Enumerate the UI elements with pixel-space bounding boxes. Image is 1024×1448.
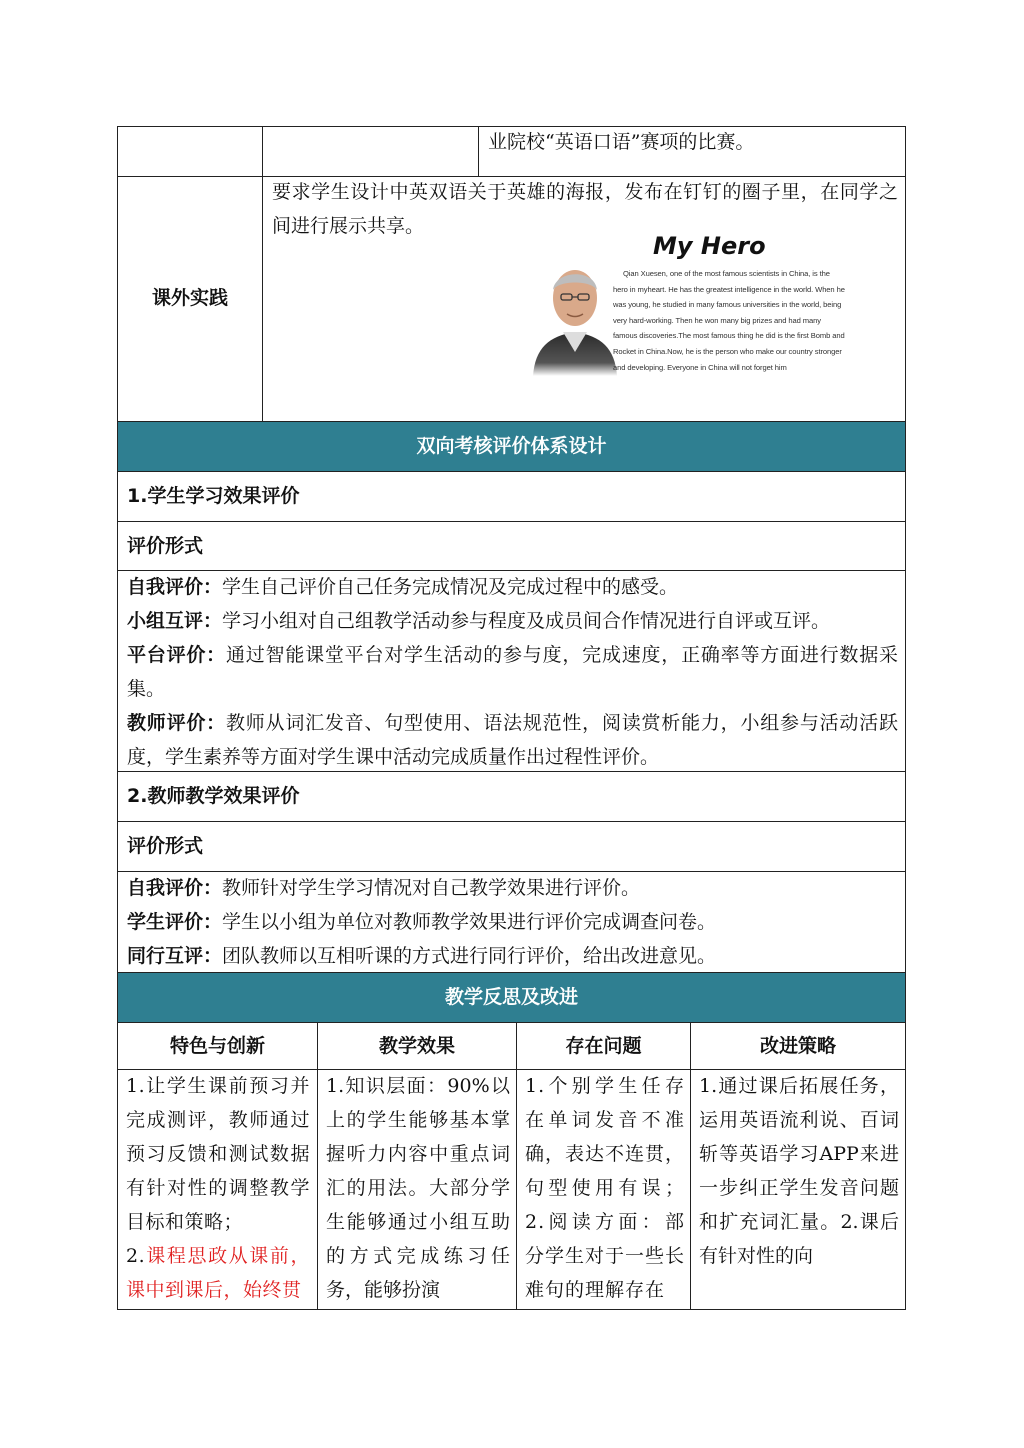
competition-text: 业院校“英语口语”赛项的比赛。 xyxy=(488,131,755,153)
table-border-bottom xyxy=(117,1309,906,1310)
divider xyxy=(117,821,906,822)
effects-cell: 1.知识层面：90%以上的学生能够基本掌握听力内容中重点词汇的用法。大部分学生能够通过小组互助的方式完成练习任务，能够扮演 xyxy=(326,1075,510,1301)
student-eval-title: 1.学生学习效果评价 xyxy=(127,485,300,507)
student-form-label: 评价形式 xyxy=(127,535,204,557)
list-item: 平台评价：通过智能课堂平台对学生活动的参与度，完成速度，正确率等方面进行数据采集。 xyxy=(127,644,898,700)
divider xyxy=(262,126,263,421)
column-header-effects: 教学效果 xyxy=(378,1035,455,1057)
practice-label: 课外实践 xyxy=(151,287,228,309)
list-item: 自我评价：学生自己评价自己任务完成情况及完成过程中的感受。 xyxy=(127,576,679,598)
features-cell: 1.让学生课前预习并完成测评，教师通过预习反馈和测试数据有针对性的调整教学目标和策略； 2.课程思政从课前，课中到课后，始终贯 xyxy=(126,1075,310,1301)
portrait-image xyxy=(529,256,621,376)
list-item: 学生评价：学生以小组为单位对教师教学效果进行评价完成调查问卷。 xyxy=(127,911,717,933)
divider xyxy=(117,521,906,522)
list-item: 同行互评：团队教师以互相听课的方式进行同行评价，给出改进意见。 xyxy=(127,945,717,967)
problems-cell: 1.个别学生任存在单词发音不准确，表达不连贯，句型使用有误；2.阅读方面：部分学生对于一些长难句的理解存在 xyxy=(525,1075,685,1301)
poster xyxy=(525,230,845,390)
list-item: 教师评价：教师从词汇发音、句型使用、语法规范性，阅读赏析能力，小组参与活动活跃度，学生素养等方面对学生课中活动完成质量作出过程性评价。 xyxy=(127,712,898,768)
divider xyxy=(478,126,479,177)
teacher-eval-title: 2.教师教学效果评价 xyxy=(127,785,300,807)
list-item: 自我评价：教师针对学生学习情况对自己教学效果进行评价。 xyxy=(127,877,641,899)
column-header-problems: 存在问题 xyxy=(565,1035,642,1057)
column-header-strategies: 改进策略 xyxy=(759,1035,836,1057)
column-header-features: 特色与创新 xyxy=(169,1035,265,1057)
reflection-header: 教学反思及改进 xyxy=(118,973,905,1022)
strategies-cell: 1.通过课后拓展任务，运用英语流利说、百词斩等英语学习APP来进一步纠正学生发音问题和扩充词汇量。2.课后有针对性的向 xyxy=(699,1075,899,1267)
student-eval-list xyxy=(127,570,898,774)
list-item: 小组互评：学习小组对自己组教学活动参与程度及成员间合作情况进行自评或互评。 xyxy=(127,610,831,632)
table-border-right xyxy=(905,126,906,1310)
poster-body: Qian Xuesen, one of the most famous scientists in China, is the hero in myheart. He has the greatest intelligence in the world. When he was young, he studied in many famous universities in the world, being very hard-working. Then he won many big prizes and had many famous discoveries.The most famous thing he did is the first Bomb and Rocket in China.Now, he is the person who make our country stronger and developing. Everyone in China will not forget him xyxy=(613,269,845,372)
teacher-form-label: 评价形式 xyxy=(127,835,204,857)
teacher-eval-list xyxy=(127,871,898,973)
practice-text: 要求学生设计中英双语关于英雄的海报，发布在钉钉的圈子里，在同学之间进行展示共享。 xyxy=(272,181,898,237)
evaluation-header: 双向考核评价体系设计 xyxy=(118,422,905,471)
poster-title: My Hero xyxy=(653,232,766,260)
